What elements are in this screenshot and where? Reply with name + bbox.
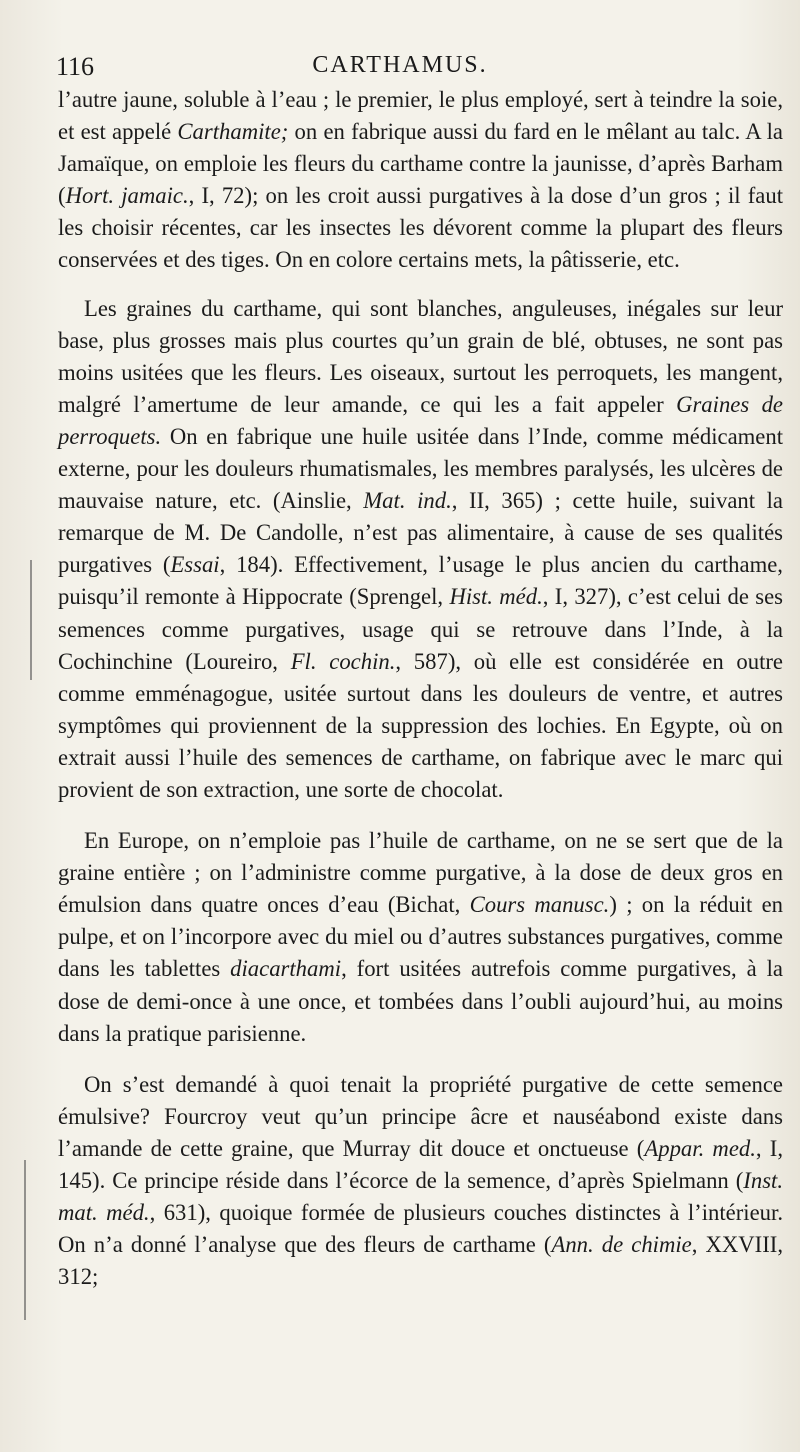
margin-pencil-mark-1 — [30, 560, 32, 680]
margin-pencil-mark-2 — [24, 1160, 26, 1320]
italic-citation: diacarthami — [230, 956, 342, 982]
text-run: ) ; on la réduit en pulpe, et on l’incorpore avec du miel ou d’autres substances purgatives, comme dans les tablettes — [58, 892, 783, 982]
italic-citation: Appar. med. — [644, 1135, 756, 1161]
paragraph-2 — [58, 293, 783, 807]
text-run: En Europe, on n’emploie pas l’huile de carthame, on ne se sert que de la graine entière ; on l’administre comme purgative, à la dose de deux gros en émulsion dans quatre onces d’eau (Bichat, — [58, 828, 783, 918]
text-run: , I, 72); on les croit aussi purgatives à la dose d’un gros ; il faut les choisir récentes, car les insectes les dévorent comme la plupart des fleurs conservées et des tiges. On en colore certains mets, la pâtisserie, etc. — [58, 183, 784, 273]
text-run: , I, 145). Ce principe réside dans l’écorce de la semence, d’après Spielmann ( — [58, 1135, 783, 1193]
text-run: l’autre jaune, soluble à l’eau ; le premier, le plus employé, sert à teindre la soie, et est appelé — [58, 87, 783, 145]
page-number: 116 — [56, 52, 95, 81]
italic-citation: Cours manusc. — [469, 892, 610, 918]
page-header — [56, 52, 744, 86]
paragraph-1 — [58, 84, 783, 277]
text-run: , I, 327), c’est celui de ses semences comme purgatives, usage qui se retrouve dans l’Inde, à la Cochinchine (Loureiro, — [58, 584, 784, 674]
running-title: CARTHAMUS. — [312, 52, 488, 78]
italic-citation: Hist. méd. — [449, 584, 543, 610]
italic-citation: Carthamite; — [177, 119, 289, 145]
paragraph-4 — [58, 1069, 783, 1294]
text-run: Les graines du carthame, qui sont blanches, anguleuses, inégales sur leur base, plus grosses mais plus courtes qu’un grain de blé, obtuses, ne sont pas moins usitées que les fleurs. Les oiseaux, surtout les perroquets, les mangent, malgré l’amertume de leur amande, ce qui les a fait appeler — [58, 295, 783, 417]
text-run: , XXVIII, 312; — [58, 1232, 783, 1290]
italic-citation: Fl. cochin. — [290, 648, 396, 674]
text-run: on en fabrique aussi du fard en le mêlant au talc. A la Jamaïque, on emploie les fleurs du carthame contre la jaunisse, d’après Barham ( — [58, 119, 783, 209]
text-run: , II, 365) ; cette huile, suivant la remarque de M. De Candolle, n’est pas alimentaire, à cause de ses qualités purgatives ( — [58, 488, 783, 578]
text-run: , 631), quoique formée de plusieurs couches distinctes à l’intérieur. On n’a donné l’analyse que des fleurs de carthame ( — [58, 1200, 783, 1258]
italic-citation: Graines de perroquets. — [58, 391, 783, 449]
italic-citation: Hort. jamaic. — [65, 183, 189, 209]
text-run: On s’est demandé à quoi tenait la propriété purgative de cette semence émulsive? Fourcroy veut qu’un principe âcre et nauséabond existe dans l’amande de cette graine, que Murray dit douce et onctueuse ( — [58, 1071, 783, 1161]
text-run: On en fabrique une huile usitée dans l’Inde, comme médicament externe, pour les douleurs rhumatismales, les membres paralysés, les ulcères de mauvaise nature, etc. (Ainslie, — [58, 423, 783, 514]
italic-citation: Ann. de chimie — [551, 1232, 692, 1258]
text-run: , 184). Effectivement, l’usage le plus ancien du carthame, puisqu’il remonte à Hippocrate (Sprengel, — [58, 552, 783, 610]
text-run: , fort usitées autrefois comme purgatives, à la dose de demi-once à une once, et tombées dans l’oubli aujourd’hui, au moins dans la pratique parisienne. — [58, 956, 783, 1046]
text-run: , 587), où elle est considérée en outre comme emménagogue, usitée surtout dans les douleurs de ventre, et autres symptômes qui proviennent de la suppression des lochies. En Egypte, où on extrait aussi l’huile des semences de carthame, on fabrique avec le marc qui provient de son extraction, une sorte de chocolat. — [58, 648, 783, 802]
italic-citation: Essai — [170, 552, 220, 578]
paragraph-3 — [58, 825, 783, 1050]
body-text — [58, 84, 783, 1293]
italic-citation: Inst. mat. méd. — [58, 1168, 783, 1226]
italic-citation: Mat. ind. — [363, 488, 452, 514]
